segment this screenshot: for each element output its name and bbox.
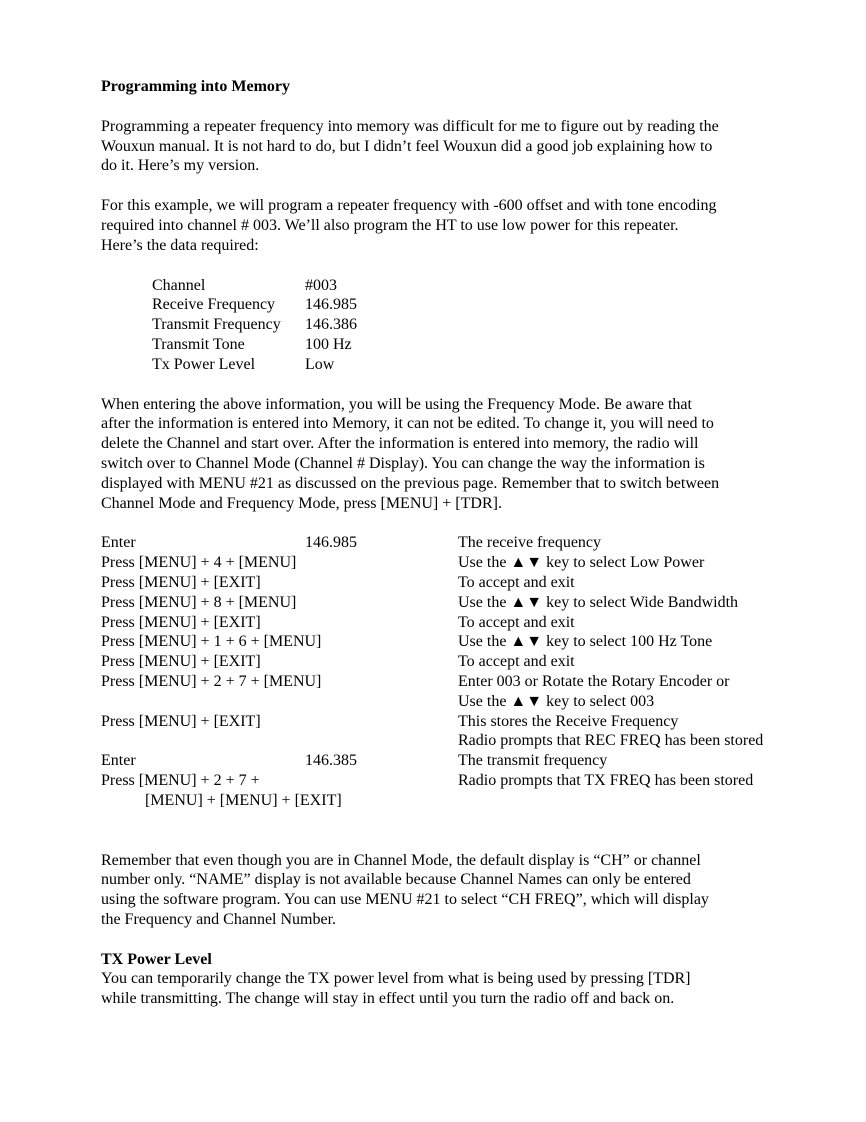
text-line: delete the Channel and start over. After the information is entered into memory, the radio will <box>101 435 699 453</box>
intro-paragraph <box>101 117 801 176</box>
table-row <box>152 355 357 375</box>
step-action: Press [MENU] + 1 + 6 + [MENU] <box>101 633 322 651</box>
step-description: Radio prompts that REC FREQ has been stored <box>458 732 764 750</box>
data-label: Tx Power Level <box>152 355 256 373</box>
step-description: The transmit frequency <box>458 752 608 770</box>
step-row <box>101 652 801 672</box>
step-description: To accept and exit <box>458 613 575 631</box>
data-value: #003 <box>305 276 337 294</box>
step-row <box>101 553 801 573</box>
text-line: while transmitting. The change will stay in effect until you turn the radio off and back on. <box>101 990 675 1008</box>
data-label: Channel <box>152 276 206 294</box>
step-row <box>101 593 801 613</box>
frequency-mode-paragraph <box>101 395 801 514</box>
example-paragraph <box>101 196 801 255</box>
step-description: Use the ▲▼ key to select Low Power <box>458 554 705 572</box>
step-action: Press [MENU] + [EXIT] <box>101 573 261 591</box>
step-action: Press [MENU] + 8 + [MENU] <box>101 593 297 611</box>
step-row <box>101 771 801 791</box>
step-row <box>101 692 801 712</box>
text-line: after the information is entered into Memory, it can not be edited. To change it, you will need to <box>101 415 714 433</box>
text-line: Remember that even though you are in Channel Mode, the default display is “CH” or channel <box>101 851 701 869</box>
step-row <box>101 712 801 732</box>
step-description: Use the ▲▼ key to select 003 <box>458 692 655 710</box>
step-description: To accept and exit <box>458 653 575 671</box>
tx-power-paragraph <box>101 969 801 1009</box>
table-row <box>152 335 357 355</box>
step-row <box>101 751 801 771</box>
step-action: [MENU] + [MENU] + [EXIT] <box>145 791 342 809</box>
text-line: Wouxun manual. It is not hard to do, but I didn’t feel Wouxun did a good job explaining how to <box>101 137 713 155</box>
table-row <box>152 276 357 296</box>
step-action: Press [MENU] + 2 + 7 + <box>101 771 260 789</box>
step-value: 146.985 <box>305 534 357 552</box>
step-row <box>101 731 801 751</box>
text-line: the Frequency and Channel Number. <box>101 910 337 928</box>
text-line: using the software program. You can use MENU #21 to select “CH FREQ”, which will display <box>101 891 709 909</box>
section-heading-programming-into-memory: Programming into Memory <box>101 78 290 95</box>
channel-mode-paragraph <box>101 851 801 930</box>
step-description: Use the ▲▼ key to select 100 Hz Tone <box>458 633 713 651</box>
data-label: Transmit Tone <box>152 335 245 353</box>
text-line: For this example, we will program a repeater frequency with -600 offset and with tone encoding <box>101 197 717 215</box>
text-line: do it. Here’s my version. <box>101 157 260 175</box>
step-description: Enter 003 or Rotate the Rotary Encoder or <box>458 672 730 690</box>
step-row <box>101 573 801 593</box>
step-row <box>101 791 801 811</box>
step-action: Enter <box>101 534 136 552</box>
data-label: Transmit Frequency <box>152 316 281 334</box>
data-value: 146.985 <box>305 296 357 314</box>
programming-steps <box>101 533 801 810</box>
step-row <box>101 613 801 633</box>
step-action: Press [MENU] + [EXIT] <box>101 712 261 730</box>
data-value: 100 Hz <box>305 335 352 353</box>
step-description: Use the ▲▼ key to select Wide Bandwidth <box>458 593 739 611</box>
data-label: Receive Frequency <box>152 296 276 314</box>
step-row <box>101 672 801 692</box>
table-row <box>152 315 357 335</box>
step-description: Radio prompts that TX FREQ has been stored <box>458 771 754 789</box>
step-description: This stores the Receive Frequency <box>458 712 679 730</box>
section-heading-tx-power-level: TX Power Level <box>101 950 212 968</box>
text-line: number only. “NAME” display is not available because Channel Names can only be entered <box>101 871 691 889</box>
step-row <box>101 533 801 553</box>
text-line: switch over to Channel Mode (Channel # Display). You can change the way the information is <box>101 454 705 472</box>
step-action: Press [MENU] + [EXIT] <box>101 613 261 631</box>
step-description: To accept and exit <box>458 573 575 591</box>
step-action: Press [MENU] + 4 + [MENU] <box>101 554 297 572</box>
document-page <box>101 77 801 1009</box>
table-row <box>152 295 357 315</box>
step-value: 146.385 <box>305 752 357 770</box>
text-line: displayed with MENU #21 as discussed on the previous page. Remember that to switch between <box>101 474 720 492</box>
step-row <box>101 632 801 652</box>
step-action: Enter <box>101 752 136 770</box>
data-value: 146.386 <box>305 316 357 334</box>
data-value: Low <box>305 355 335 373</box>
step-action: Press [MENU] + 2 + 7 + [MENU] <box>101 672 322 690</box>
text-line: Channel Mode and Frequency Mode, press [MENU] + [TDR]. <box>101 494 502 512</box>
step-description: The receive frequency <box>458 534 602 552</box>
step-action: Press [MENU] + [EXIT] <box>101 653 261 671</box>
text-line: Here’s the data required: <box>101 236 259 254</box>
text-line: required into channel # 003. We’ll also program the HT to use low power for this repeater. <box>101 216 679 234</box>
text-line: Programming a repeater frequency into memory was difficult for me to figure out by reading the <box>101 117 719 135</box>
text-line: When entering the above information, you will be using the Frequency Mode. Be aware that <box>101 395 692 413</box>
required-data-table <box>152 276 357 375</box>
text-line: You can temporarily change the TX power level from what is being used by pressing [TDR] <box>101 970 691 988</box>
